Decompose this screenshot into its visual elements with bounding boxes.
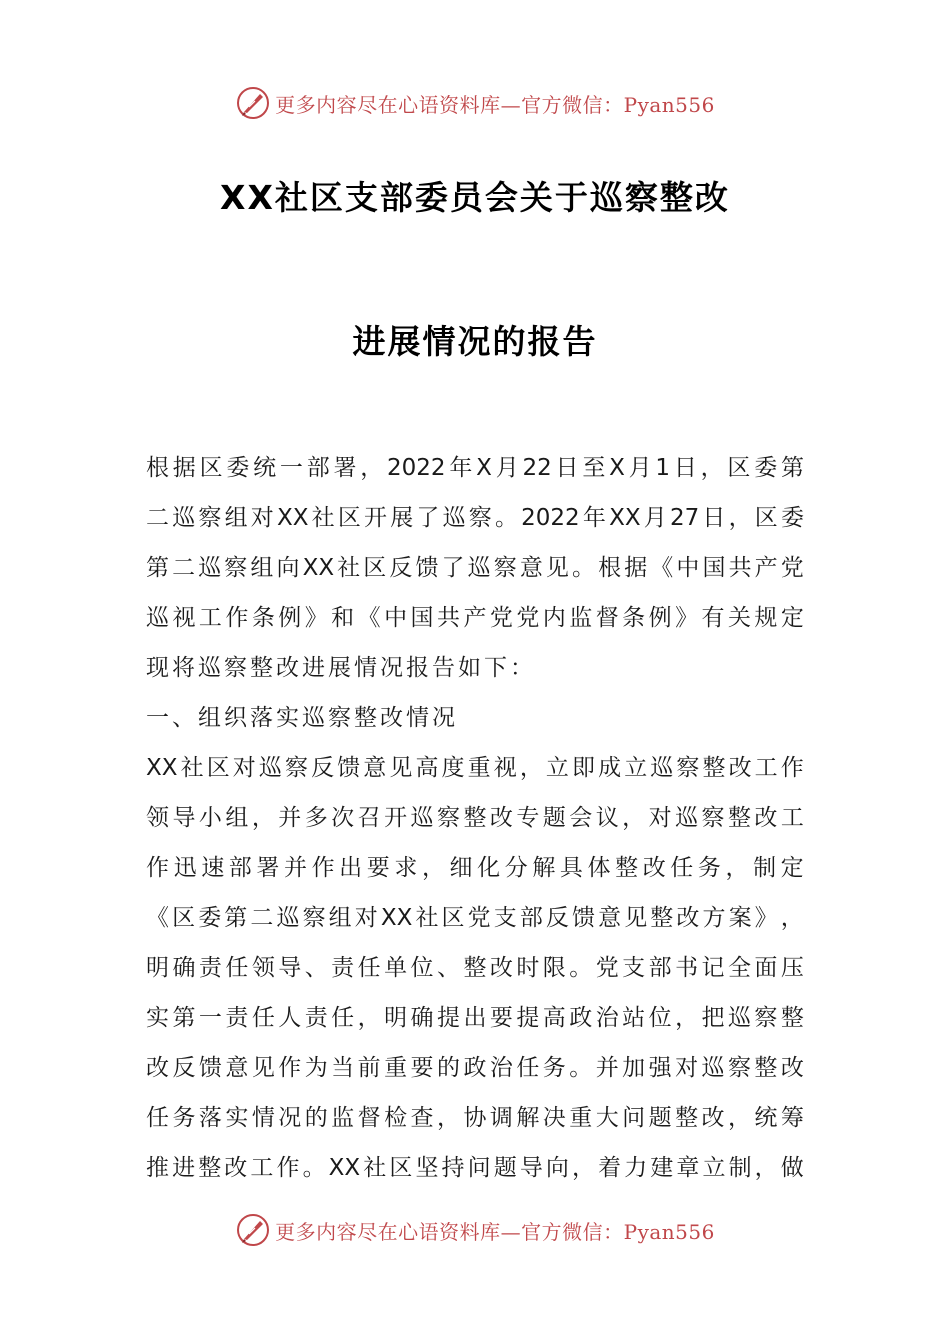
body-line: 任 务 落 实 情 况 的 监 督 检 查 ， 协 调 解 决 重 大 问 题 整 改 ， 统 筹	[146, 1105, 804, 1131]
document-title-line-2: 进展情况的报告	[352, 322, 598, 361]
watermark-header	[0, 83, 950, 123]
body-line: 第 二 巡 察 组 向 XX 社 区 反 馈 了 巡 察 意 见 。 根 据 《 中 国 共 产 党	[146, 555, 804, 581]
body-line: 领 导 小 组 ， 并 多 次 召 开 巡 察 整 改 专 题 会 议 ， 对 巡 察 整 改 工	[146, 805, 804, 831]
quill-logo-icon	[235, 85, 271, 121]
body-line: 作 迅 速 部 署 并 作 出 要 求 ， 细 化 分 解 具 体 整 改 任 务 ， 制 定	[146, 855, 804, 881]
watermark-text: 更多内容尽在心语资料库—官方微信：Pyan556	[275, 92, 715, 117]
body-line: 明 确 责 任 领 导 、 责 任 单 位 、 整 改 时 限 。 党 支 部 书 记 全 面 压	[146, 955, 804, 981]
watermark-text: 更多内容尽在心语资料库—官方微信：Pyan556	[275, 1219, 715, 1244]
quill-logo-icon	[235, 1212, 271, 1248]
document-title-line-1: XX社区支部委员会关于巡察整改	[220, 178, 730, 217]
body-line: 实 第 一 责 任 人 责 任 ， 明 确 提 出 要 提 高 政 治 站 位 ， 把 巡 察 整	[146, 1005, 804, 1031]
body-line: 现将巡察整改进展情况报告如下：	[146, 655, 536, 681]
body-line: 根 据 区 委 统 一 部 署 ， 2022 年 X 月 22 日 至 X 月 1 日 ， 区 委 第	[146, 455, 804, 481]
body-line: 巡 视 工 作 条 例 》 和 《 中 国 共 产 党 党 内 监 督 条 例 》 有 关 规 定	[146, 605, 804, 631]
watermark-footer	[0, 1210, 950, 1250]
body-line: XX 社 区 对 巡 察 反 馈 意 见 高 度 重 视 ， 立 即 成 立 巡 察 整 改 工 作	[146, 755, 804, 781]
body-line: 推 进 整 改 工 作 。 XX 社 区 坚 持 问 题 导 向 ， 着 力 建 章 立 制 ， 做	[146, 1155, 804, 1181]
body-line: 《 区 委 第 二 巡 察 组 对 XX 社 区 党 支 部 反 馈 意 见 整 改 方 案 》 ，	[146, 905, 804, 931]
body-line: 改 反 馈 意 见 作 为 当 前 重 要 的 政 治 任 务 。 并 加 强 对 巡 察 整 改	[146, 1055, 804, 1081]
body-line: 一、组织落实巡察整改情况	[146, 705, 458, 731]
body-line: 二 巡 察 组 对 XX 社 区 开 展 了 巡 察 。 2022 年 XX 月 27 日 ， 区 委	[146, 505, 804, 531]
